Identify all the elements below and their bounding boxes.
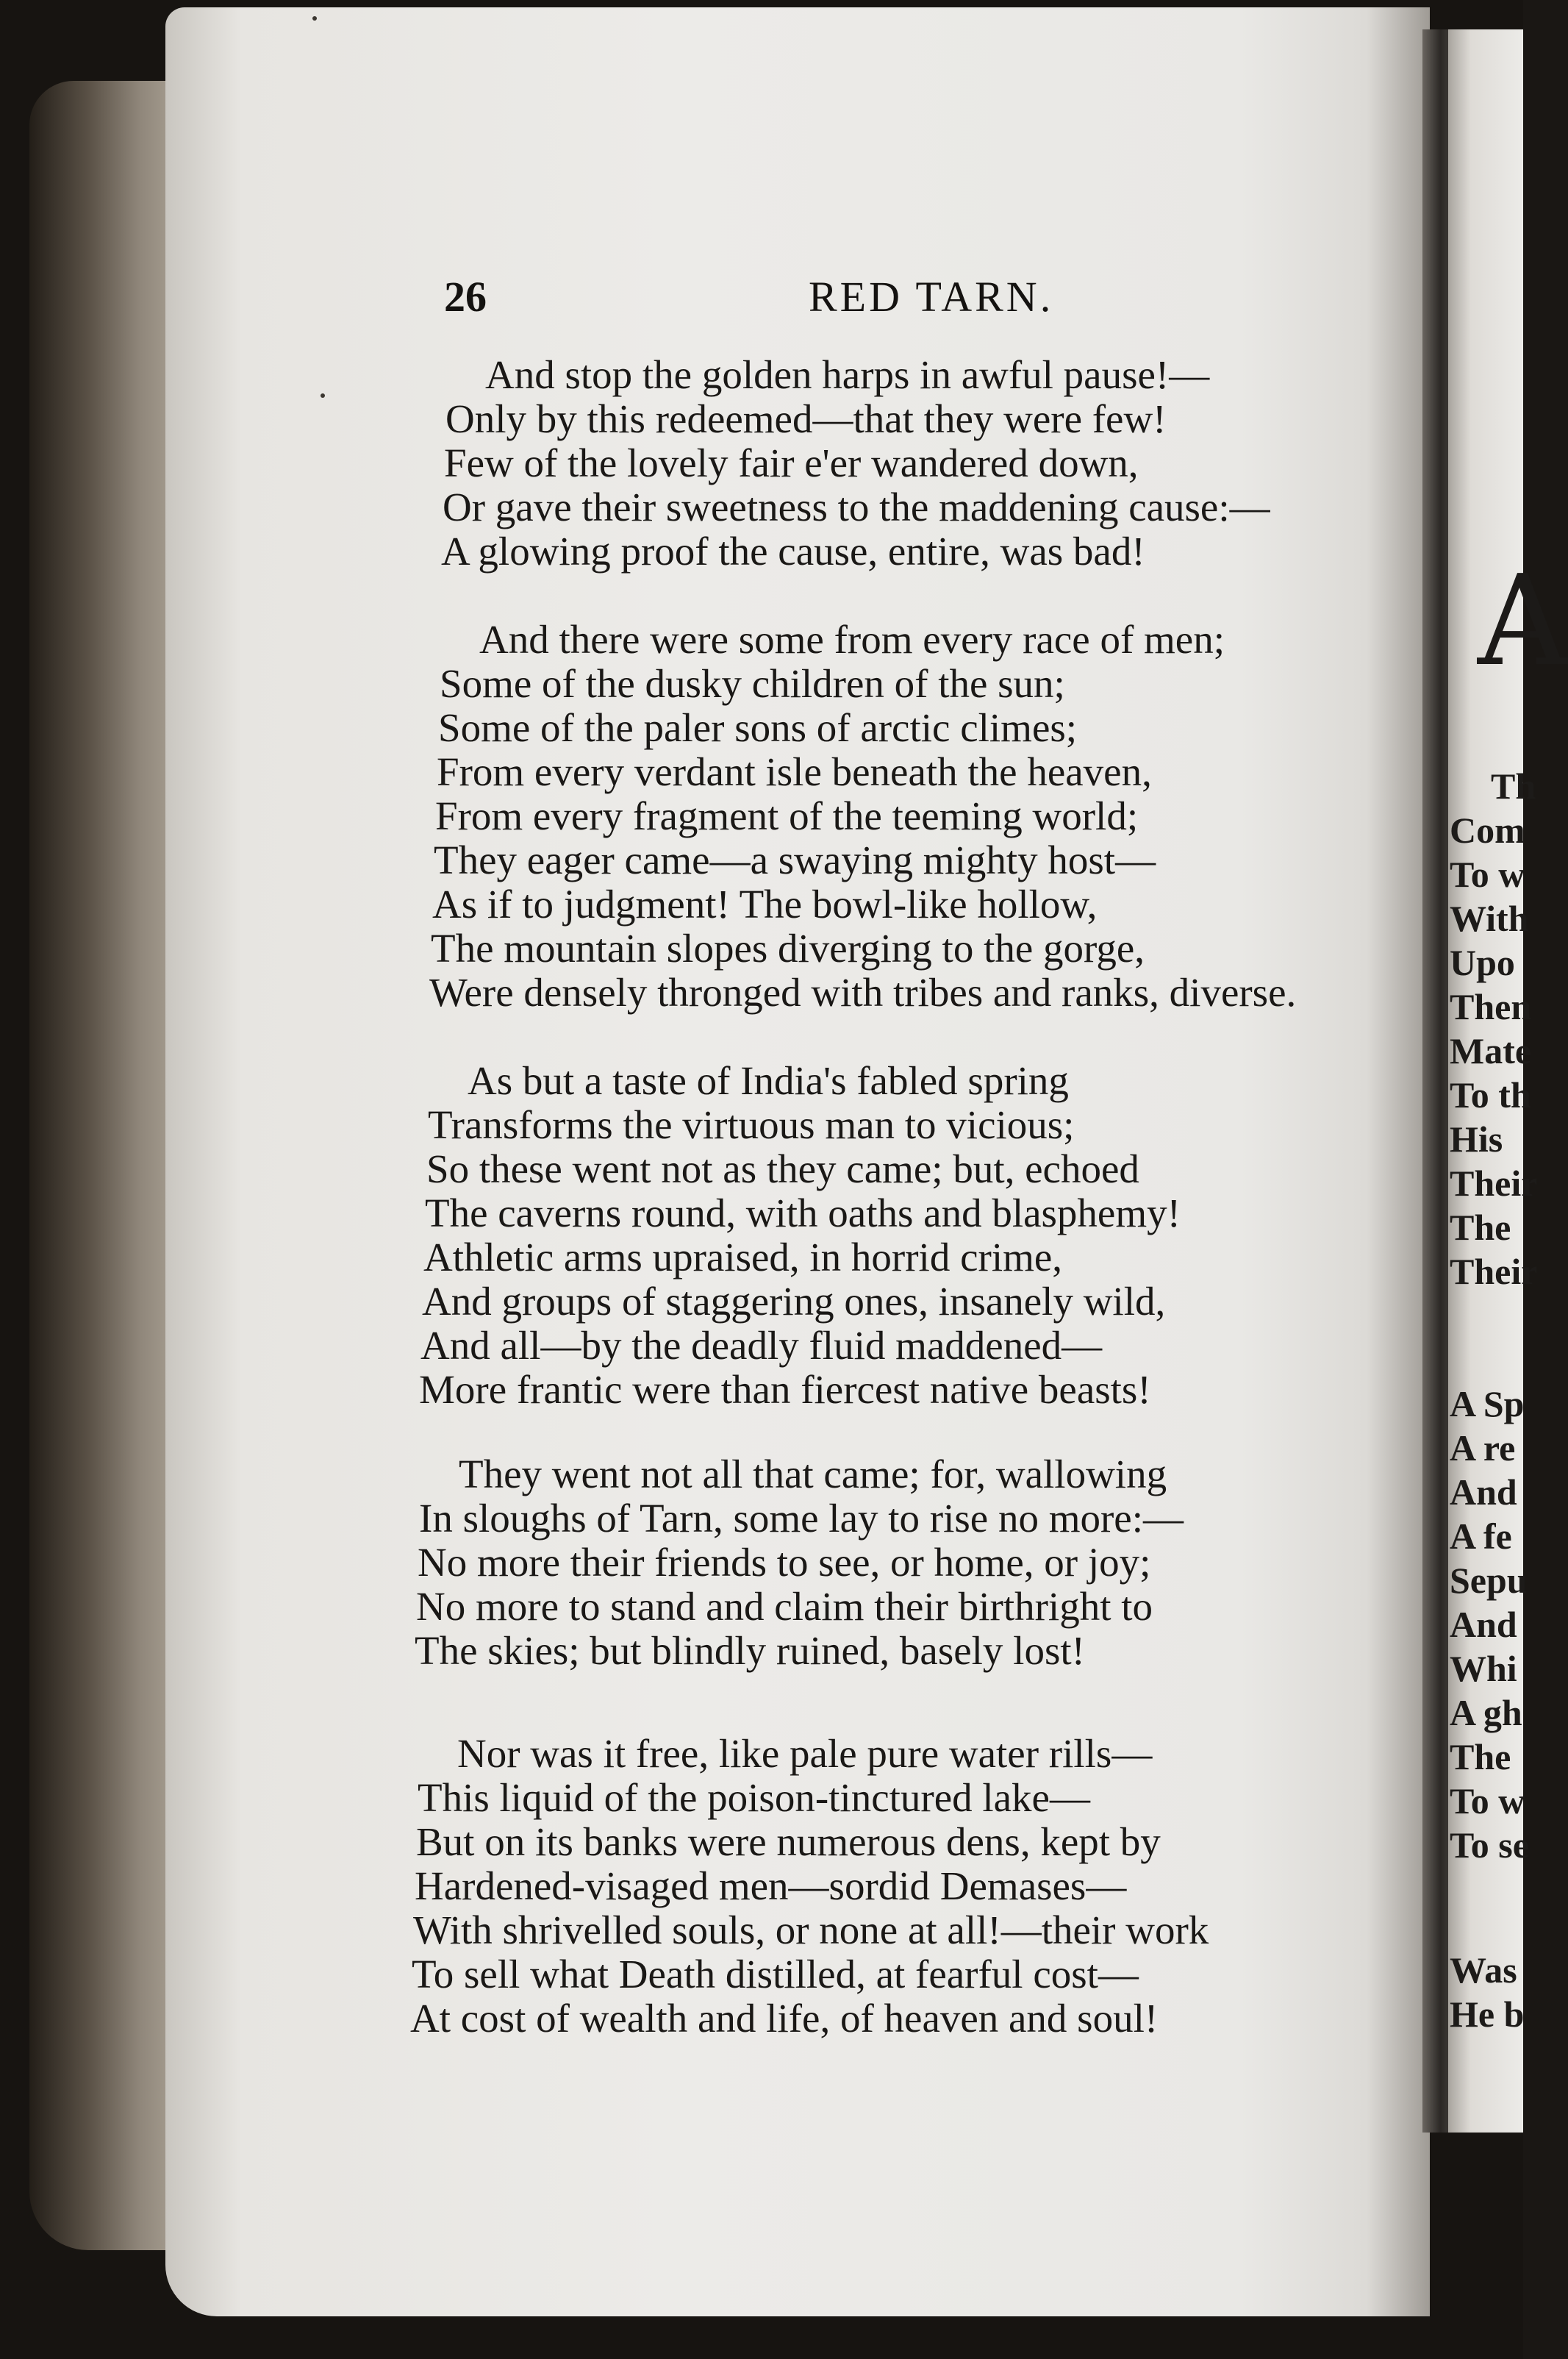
verse-line: And stop the golden harps in awful pause!— bbox=[485, 352, 1210, 397]
verse-line: Only by this redeemed—that they were few! bbox=[445, 396, 1167, 441]
verse-line: In sloughs of Tarn, some lay to rise no more:— bbox=[419, 1496, 1184, 1541]
verse-line: They went not all that came; for, wallowing bbox=[459, 1452, 1167, 1496]
facing-page-line: He b bbox=[1450, 1994, 1525, 2035]
running-head: RED TARN. bbox=[809, 273, 1054, 321]
verse-line: The mountain slopes diverging to the gorge, bbox=[431, 926, 1145, 971]
page-number: 26 bbox=[444, 273, 487, 321]
verse-line: Athletic arms upraised, in horrid crime, bbox=[423, 1235, 1063, 1280]
verse-line: Some of the paler sons of arctic climes; bbox=[438, 705, 1078, 750]
verse-line: Few of the lovely fair e'er wandered down, bbox=[444, 440, 1139, 485]
speck bbox=[312, 16, 317, 21]
verse-line: As if to judgment! The bowl-like hollow, bbox=[432, 882, 1098, 927]
facing-page-line: To th bbox=[1450, 1074, 1531, 1116]
facing-page-line: Th bbox=[1491, 765, 1536, 807]
verse-line: Were densely thronged with tribes and ranks, diverse. bbox=[429, 970, 1297, 1015]
verse-line: So these went not as they came; but, echoed bbox=[426, 1146, 1139, 1191]
facing-page-line: Mate bbox=[1450, 1030, 1532, 1071]
verse-line: The caverns round, with oaths and blasphemy! bbox=[425, 1191, 1181, 1235]
ornamental-initial: A bbox=[1478, 549, 1568, 694]
verse-line: No more their friends to see, or home, or joy; bbox=[418, 1540, 1151, 1585]
verse-line: With shrivelled souls, or none at all!—their work bbox=[413, 1907, 1209, 1952]
verse-line: From every fragment of the teeming world; bbox=[435, 793, 1139, 838]
verse-line: At cost of wealth and life, of heaven and soul! bbox=[410, 1996, 1159, 2041]
verse-line: More frantic were than fiercest native beasts! bbox=[419, 1367, 1151, 1412]
facing-page-line: To w bbox=[1450, 1780, 1525, 1821]
verse-line: But on its banks were numerous dens, kept by bbox=[416, 1819, 1161, 1864]
facing-page-line: A re bbox=[1450, 1427, 1516, 1468]
facing-page-line: Sepu bbox=[1450, 1560, 1528, 1601]
verse-line: Or gave their sweetness to the maddening cause:— bbox=[443, 485, 1270, 529]
verse-line: No more to stand and claim their birthright to bbox=[416, 1584, 1153, 1629]
verse-line: A glowing proof the cause, entire, was bad! bbox=[441, 529, 1145, 574]
facing-page-line: The bbox=[1450, 1736, 1511, 1777]
facing-page-line: His bbox=[1450, 1118, 1503, 1160]
facing-page-line: Was bbox=[1450, 1949, 1517, 1991]
facing-page-line: A fe bbox=[1450, 1516, 1512, 1557]
facing-page-line: And bbox=[1450, 1471, 1517, 1513]
verse-line: They eager came—a swaying mighty host— bbox=[434, 838, 1156, 882]
verse-line: From every verdant isle beneath the heaven, bbox=[437, 749, 1152, 794]
verse-line: Transforms the virtuous man to vicious; bbox=[428, 1102, 1075, 1147]
verse-line: And all—by the deadly fluid maddened— bbox=[420, 1323, 1103, 1368]
facing-page-line: To w bbox=[1450, 854, 1525, 895]
facing-page-line: The bbox=[1450, 1207, 1511, 1248]
verse-line: As but a taste of India's fabled spring bbox=[468, 1058, 1069, 1103]
facing-page-line: Com bbox=[1450, 810, 1525, 851]
verse-line: The skies; but blindly ruined, basely lost! bbox=[415, 1628, 1085, 1673]
facing-page-line: And bbox=[1450, 1604, 1517, 1645]
facing-page-line: Then bbox=[1450, 986, 1532, 1027]
verse-line: Some of the dusky children of the sun; bbox=[440, 661, 1065, 706]
facing-page-line: A Sp bbox=[1450, 1383, 1525, 1424]
facing-page-line: Their bbox=[1450, 1163, 1538, 1204]
verse-line: And there were some from every race of men; bbox=[479, 617, 1225, 662]
facing-page-line: Their bbox=[1450, 1251, 1538, 1292]
facing-page-line: With bbox=[1450, 898, 1529, 939]
verse-line: This liquid of the poison-tinctured lake— bbox=[418, 1775, 1090, 1820]
facing-page-line: To se bbox=[1450, 1824, 1529, 1866]
verse-line: To sell what Death distilled, at fearful cost— bbox=[412, 1952, 1139, 1996]
facing-page-line: A gh bbox=[1450, 1692, 1522, 1733]
speck bbox=[321, 393, 325, 398]
verse-line: Hardened-visaged men—sordid Demases— bbox=[415, 1863, 1127, 1908]
verse-line: Nor was it free, like pale pure water rills— bbox=[457, 1731, 1153, 1776]
facing-page-line: Upo bbox=[1450, 942, 1515, 983]
verse-line: And groups of staggering ones, insanely wild, bbox=[422, 1279, 1166, 1324]
facing-page-line: Whi bbox=[1450, 1648, 1517, 1689]
